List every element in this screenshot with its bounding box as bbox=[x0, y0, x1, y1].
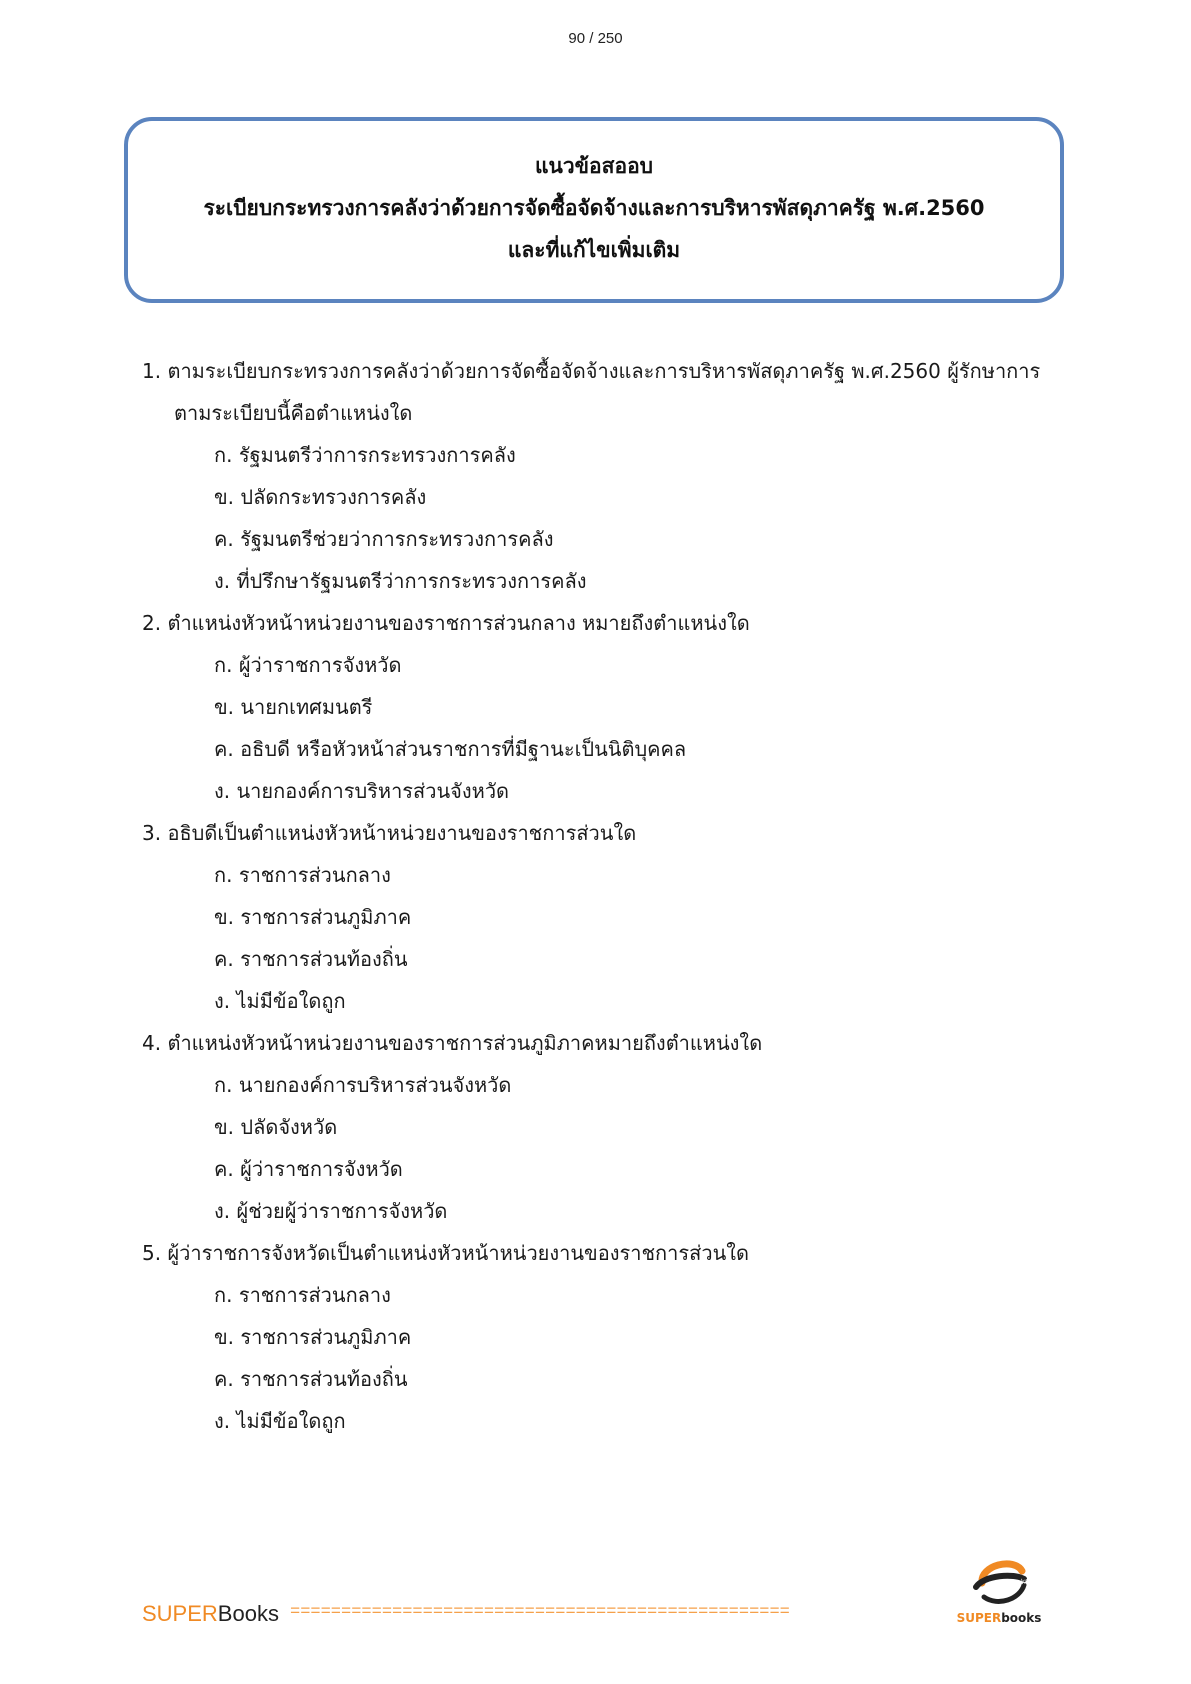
question-number: 2. bbox=[142, 611, 162, 635]
question-stem bbox=[142, 812, 1042, 854]
question-text: ตำแหน่งหัวหน้าหน่วยงานของราชการส่วนกลาง หมายถึงตำแหน่งใด bbox=[167, 611, 750, 635]
choice-b: ข. ราชการส่วนภูมิภาค bbox=[214, 1325, 412, 1349]
question-stem-continued: ตามระเบียบนี้คือตำแหน่งใด bbox=[174, 401, 413, 425]
logo-super: SUPER bbox=[956, 1611, 1002, 1625]
choice-c: ค. ราชการส่วนท้องถิ่น bbox=[214, 1367, 408, 1391]
question-list bbox=[142, 350, 1042, 1442]
choice-c: ค. ผู้ว่าราชการจังหวัด bbox=[214, 1157, 403, 1181]
superbooks-logo-icon bbox=[954, 1553, 1044, 1635]
logo-swoosh-icon bbox=[954, 1553, 1044, 1613]
choice-d: ง. ที่ปรึกษารัฐมนตรีว่าการกระทรวงการคลัง bbox=[214, 569, 587, 593]
choice-c: ค. รัฐมนตรีช่วยว่าการกระทรวงการคลัง bbox=[214, 527, 554, 551]
question-number: 4. bbox=[142, 1031, 162, 1055]
question-number: 1. bbox=[142, 359, 162, 383]
choice-d: ง. นายกองค์การบริหารส่วนจังหวัด bbox=[214, 779, 510, 803]
brand-super: SUPER bbox=[142, 1601, 218, 1626]
choice-b: ข. ปลัดจังหวัด bbox=[214, 1115, 338, 1139]
question-5 bbox=[142, 1232, 1042, 1442]
choice-c: ค. อธิบดี หรือหัวหน้าส่วนราชการที่มีฐานะเป็นนิติบุคคล bbox=[214, 737, 687, 761]
question-stem bbox=[142, 350, 1042, 392]
footer-brand bbox=[142, 1601, 279, 1627]
choice-b: ข. นายกเทศมนตรี bbox=[214, 695, 373, 719]
question-text: ตามระเบียบกระทรวงการคลังว่าด้วยการจัดซื้อจัดจ้างและการบริหารพัสดุภาครัฐ พ.ศ.2560 ผู้รักษาการ bbox=[167, 359, 1041, 383]
footer-rule: ================================================= bbox=[290, 1603, 790, 1622]
question-4 bbox=[142, 1022, 1042, 1232]
logo-wordmark bbox=[954, 1611, 1044, 1625]
question-1 bbox=[142, 350, 1042, 602]
question-3 bbox=[142, 812, 1042, 1022]
question-number: 5. bbox=[142, 1241, 162, 1265]
question-stem bbox=[142, 602, 1042, 644]
choice-c: ค. ราชการส่วนท้องถิ่น bbox=[214, 947, 408, 971]
choice-a: ก. นายกองค์การบริหารส่วนจังหวัด bbox=[214, 1073, 512, 1097]
choice-d: ง. ผู้ช่วยผู้ว่าราชการจังหวัด bbox=[214, 1199, 448, 1223]
question-stem bbox=[142, 1022, 1042, 1064]
title-box bbox=[124, 117, 1064, 303]
title-regulation: ระเบียบกระทรวงการคลังว่าด้วยการจัดซื้อจัดจ้างและการบริหารพัสดุภาครัฐ พ.ศ.2560 bbox=[203, 196, 985, 220]
title-amendment: และที่แก้ไขเพิ่มเติม bbox=[507, 238, 681, 262]
choice-a: ก. รัฐมนตรีว่าการกระทรวงการคลัง bbox=[214, 443, 516, 467]
choice-b: ข. ราชการส่วนภูมิภาค bbox=[214, 905, 412, 929]
choice-d: ง. ไม่มีข้อใดถูก bbox=[214, 1409, 346, 1433]
question-number: 3. bbox=[142, 821, 162, 845]
page-number: 90 / 250 bbox=[568, 30, 623, 47]
choice-a: ก. ราชการส่วนกลาง bbox=[214, 863, 391, 887]
choice-a: ก. ผู้ว่าราชการจังหวัด bbox=[214, 653, 402, 677]
choice-d: ง. ไม่มีข้อใดถูก bbox=[214, 989, 346, 1013]
brand-books: Books bbox=[217, 1601, 279, 1626]
choice-a: ก. ราชการส่วนกลาง bbox=[214, 1283, 391, 1307]
logo-books: books bbox=[1001, 1611, 1042, 1625]
svg-text:SuperBooks: SuperBooks bbox=[987, 1576, 1030, 1594]
title-heading: แนวข้อสออบ bbox=[534, 154, 654, 178]
choice-b: ข. ปลัดกระทรวงการคลัง bbox=[214, 485, 427, 509]
question-2 bbox=[142, 602, 1042, 812]
question-text: ตำแหน่งหัวหน้าหน่วยงานของราชการส่วนภูมิภาคหมายถึงตำแหน่งใด bbox=[167, 1031, 763, 1055]
question-text: อธิบดีเป็นตำแหน่งหัวหน้าหน่วยงานของราชการส่วนใด bbox=[167, 821, 637, 845]
page-footer bbox=[142, 1576, 1042, 1635]
question-stem bbox=[142, 1232, 1042, 1274]
question-text: ผู้ว่าราชการจังหวัดเป็นตำแหน่งหัวหน้าหน่วยงานของราชการส่วนใด bbox=[167, 1241, 749, 1265]
